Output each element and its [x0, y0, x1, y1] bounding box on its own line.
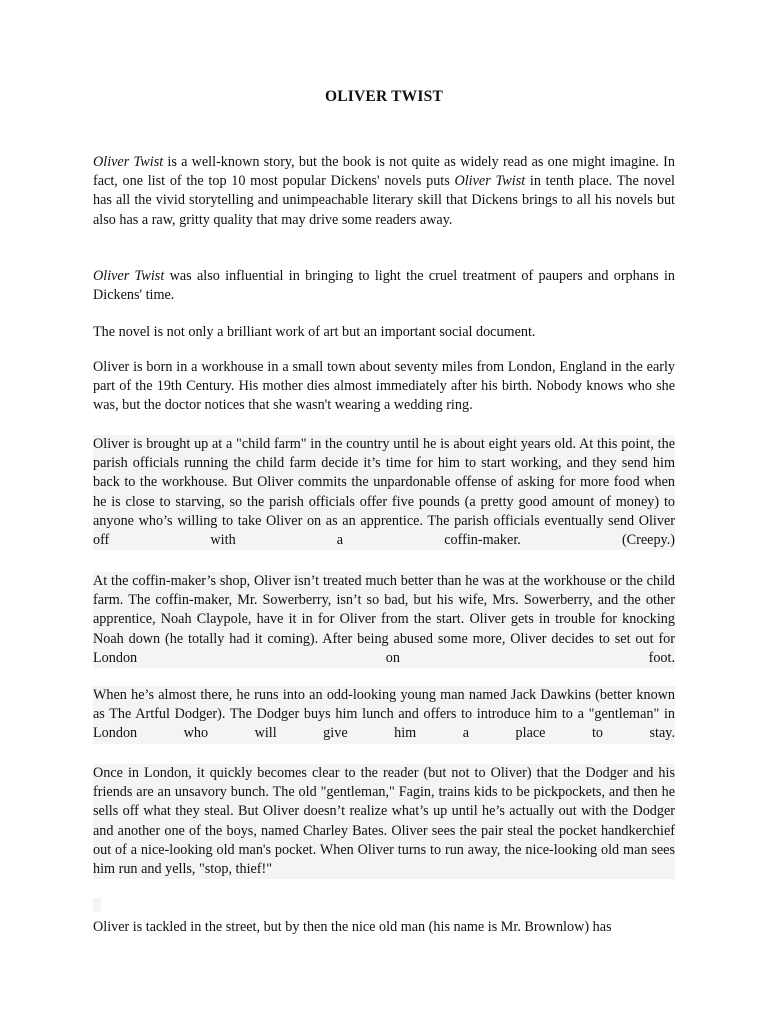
book-title-italic: Oliver Twist: [93, 154, 164, 170]
paragraph-3: The novel is not only a brilliant work of art but an important social document.: [93, 324, 536, 340]
paragraph-6: At the coffin-maker’s shop, Oliver isn’t treated much better than he was at the workhouse or the child farm. The coffin-maker, Mr. Sowerberry, isn’t so bad, but his wife, Mrs. Sowerberry, and the other apprentice, Noah Claypole, have it in for Oliver from the start. Oliver gets in trouble for knocking Noah down (he totally had it coming). After being abused some more, Oliver decides to set out for London on foot.: [93, 572, 675, 668]
paragraph-8: Once in London, it quickly becomes clear to the reader (but not to Oliver) that the Dodger and his friends are an unsavory bunch. The old "gentleman," Fagin, trains kids to be pickpockets, and then he sells off what they steal. But Oliver doesn’t realize what’s up until he’s actually out with the Dodger and another one of the boys, named Charley Bates. Oliver sees the pair steal the pocket handkerchief out of a nice-looking old man's pocket. When Oliver turns to run away, the nice-looking old man sees him run and yells, "stop, thief!": [93, 764, 675, 879]
paragraph-9: Oliver is tackled in the street, but by then the nice old man (his name is Mr. Brownlow) has: [93, 919, 612, 935]
paragraph-7: When he’s almost there, he runs into an odd-looking young man named Jack Dawkins (better known as The Artful Dodger). The Dodger buys him lunch and offers to introduce him to a "gentleman" in London who will give him a place to stay.: [93, 686, 675, 744]
paragraph-text: is a well-known story, but the book is not quite as widely read as one might imagine. In fact, one list of the top 10 most popular Dickens' novels puts: [93, 154, 675, 190]
paragraph-4: Oliver is born in a workhouse in a small town about seventy miles from London, England in the early part of the 19th Century. His mother dies almost immediately after his birth. Nobody knows who she was, but the doctor notices that she wasn't wearing a wedding ring.: [93, 359, 675, 414]
paragraph-5: Oliver is brought up at a "child farm" in the country until he is about eight years old. At this point, the parish officials running the child farm decide it’s time for him to start working, and they send him back to the workhouse. But Oliver commits the unpardonable offense of asking for more food when he is close to starving, so the parish officials offer five pounds (a pretty good amount of money) to anyone who’s willing to take Oliver on as an apprentice. The parish officials eventually send Oliver off with a coffin-maker. (Creepy.): [93, 435, 675, 550]
paragraph-1: [93, 153, 675, 230]
paragraph-2: [93, 267, 675, 305]
paragraph-spacer: [93, 898, 101, 912]
paragraph-text: was also influential in bringing to light the cruel treatment of paupers and orphans in Dickens' time.: [93, 268, 675, 304]
book-title-italic: Oliver Twist: [454, 173, 526, 190]
book-title-italic: Oliver Twist: [93, 268, 165, 284]
document-title: OLIVER TWIST: [325, 88, 443, 105]
paragraph-text: in tenth place. The novel has all the vivid storytelling and unimpeachable literary skill that Dickens brings to all his novels but also has a raw, gritty quality that may drive some readers away.: [93, 173, 675, 228]
